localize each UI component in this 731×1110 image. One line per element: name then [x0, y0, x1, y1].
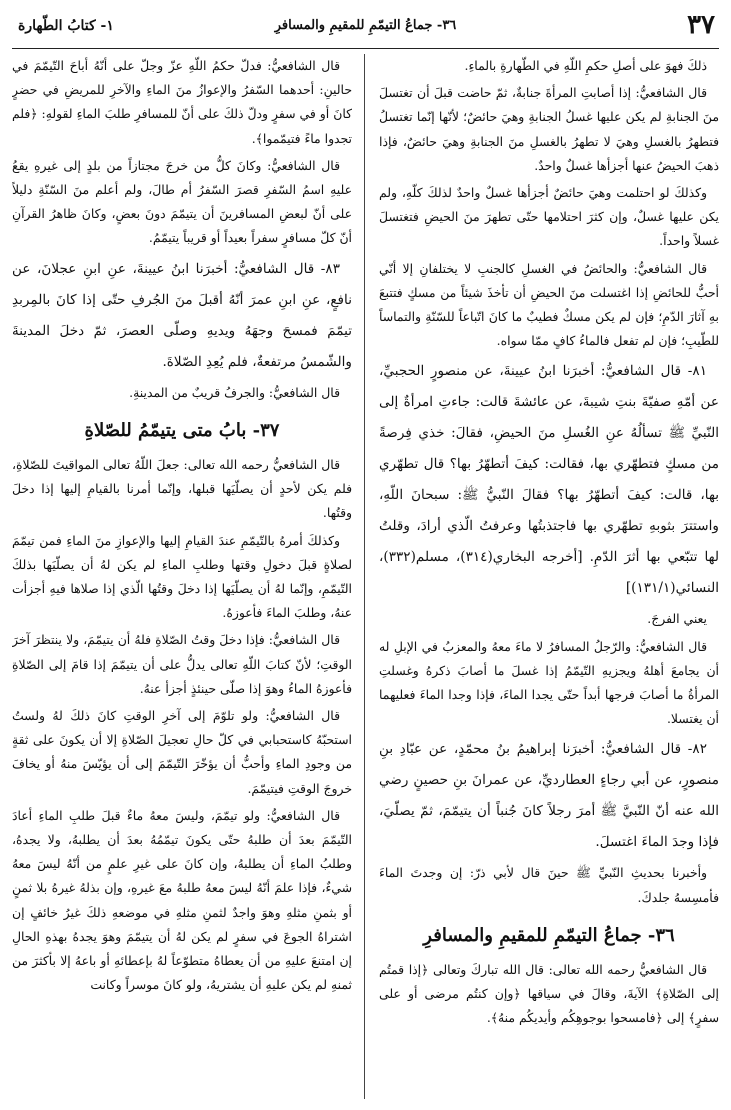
- paragraph: قال الشافعيُّ: فدلّ حكمُ اللّهِ عزّ وجلّ على أنّهُ أباحَ التّيمّمَ في حالينِ: أحدهما السّفرُ والإعوازُ منَ الماءِ والآخرِ للمريضِ في حضرٍ كانَ أو في سفرٍ ودلّ ذلكَ على أنّ للمسافرِ طلبَ الماءِ لقولهِ: ﴿فلم تجدوا ماءً فتيمّموا﴾.: [12, 58, 352, 146]
- paragraph: وكذلكَ لو احتلمت وهيَ حائضٌ أجزأها غسلٌ واحدٌ لذلكَ كلّهِ، ولم يكن عليها غسلٌ، وإن كثرَ احتلامها حتّى تطهرَ منَ الحيضِ فتغتسلَ غسلاً واحداً.: [379, 185, 719, 249]
- page-header: [12, 8, 719, 49]
- running-book-title: ١- كتابُ الطّهارة: [18, 18, 114, 34]
- paragraph: قال الشافعيُّ: والحائضُ في الغسلِ كالجنبِ لا يختلفانِ إلا أنّي أحبُّ للحائضِ إذا اغتسلت منَ الحيضِ أن تأخذَ شيئاً من مسكٍ فتتبعَ بهِ آثارَ الدّمِ؛ فإن لم يكن مسكٌ فطيبٌ ما كانَ اتّباعاً للسّنّةِ والتماساً للطّيبِ؛ فإن لم تفعل فالماءُ كافٍ ممّا سواه.: [379, 260, 719, 349]
- paragraph: قال الشافعيُّ: وكانَ كلُّ من خرجَ مجتازاً من بلدٍ إلى غيرهِ يقعُ عليهِ اسمُ السّفرِ قصرَ السّفرُ أم طالَ، ولم أعلم منَ السّنّةِ دليلاً على أنّ لبعضِ المسافرينَ أن يتيمّمَ دونَ بعضٍ، وكانَ ظاهرُ القرآنِ أنّ كلّ مسافرٍ سفراً بعيداً أو قريباً يتيمّمُ.: [12, 157, 352, 246]
- paragraph: قال الشافعيُّ رحمه الله تعالى: قال الله تباركَ وتعالى ﴿إذا قمتُم إلى الصّلاةِ﴾ الآيةَ، وقالَ في سياقها ﴿وإن كنتُم مرضى أو على سفرٍ﴾ إلى ﴿فامسحوا بوجوهِكُم وأيديكُم منهُ﴾.: [379, 962, 719, 1026]
- text-columns: [12, 54, 719, 1102]
- paragraph: ذلكَ فهوَ على أصلِ حكمِ اللّهِ في الطّهارةِ بالماءِ.: [464, 58, 707, 73]
- chapter-heading-37: ٣٧- بابُ متى يتيمّمُ للصّلاةِ: [84, 419, 280, 441]
- hadith-81: ٨١- قال الشافعيُّ: أخبرَنا ابنُ عيينةَ، عن منصورٍ الحجبيِّ، عن أمّهِ صفيّةَ بنتِ شيبةَ، عن عائشةَ قالت: جاءتِ امرأةٌ إلى النّبيِّ ﷺ تسألُهُ عنِ الغُسلِ منَ الحيضِ، فقالَ: خذي فِرصةً من مسكٍ فتطهّري بها، فقالت: كيفَ أتطهّرُ بها؟ قال تطهّري بها، قالت: كيفَ أتطهّرُ بها؟ فقالَ النّبيُّ ﷺ: سبحانَ اللّهِ، واستترَ بثوبهِ تطهّري بها فاجتذبتُها وعرفتُ الّذي أرادَ، وقلتُ لها تتبّعي بها أثرَ الدّمِ. [أخرجه البخاري(٣١٤)، مسلم(٣٣٢)، النسائي(١٣١/١)]: [379, 363, 719, 597]
- paragraph: قال الشافعيُّ: والجرفُ قريبٌ من المدينةِ.: [129, 384, 340, 400]
- paragraph: قال الشافعيُّ: ولو تيمّمَ، وليسَ معهُ ماءٌ قبلَ طلبِ الماءِ أعادَ التّيمّمَ بعدَ أن طلبهُ حتّى يكونَ تيمّمُهُ بعدَ أن يطلبهُ، ولا يجدهُ، وطلبُ الماءِ أن يطلبهُ، وإن كانَ على غيرِ علمٍ من أنّهُ ليسَ معهُ شيءٌ، فإذا علمَ أنّهُ ليسَ معهُ طلبهُ معَ غيرهِ، وإن بذلهُ غيرهُ بلا ثمنٍ أو بثمنِ مثلهِ وهوَ واجدٌ لثمنِ مثلهِ في موضعهِ ذلكَ غيرُ خائفٍ إن اشتراهُ الجوعَ في سفرٍ لم يكن لهُ أن يتيمّمَ وهوَ يجدهُ بهذهِ الحالِ إن امتنعَ عليهِ من أن يعطاهُ متطوّعاً لهُ بإعطائهِ أو باعهُ إلا بأكثرَ من ثمنهِ لم يكن عليهِ أن يشتريهُ، ولو كانَ موسراً وكانت: [12, 807, 352, 993]
- paragraph: وكذلكَ أمرهُ بالتّيمّمِ عندَ القيامِ إليها والإعوازِ منَ الماءِ فمن تيمّمَ لصلاةٍ قبلَ دخولِ وقتها وطلبِ الماءِ لم يكن لهُ أن يصلّيَها بذلكَ التّيمّمِ، وإنّما لهُ أن يصلّيَها إذا دخلَ وقتُها الّذي إذا صلاها فيهِ أجزأت عنهُ، وطلبَ الماءَ فأعوزهُ.: [12, 532, 352, 621]
- hadith-83: ٨٣- قال الشافعيُّ: أخبرَنا ابنُ عيينةَ، عنِ ابنِ عجلانَ، عن نافعٍ، عنِ ابنِ عمرَ أنّهُ أقبلَ منَ الجُرفِ حتّى إذا كانَ بالمِربدِ تيمّمَ فمسحَ وجهَهُ ويديهِ وصلّى العصرَ، ثمّ دخلَ المدينةَ والشّمسُ مرتفعةٌ، فلم يُعِدِ الصّلاةَ.: [12, 260, 352, 370]
- chapter-heading-36: ٣٦- جماعُ التيمّمِ للمقيمِ والمسافرِ: [423, 924, 675, 946]
- page-number: ٣٧: [687, 10, 715, 40]
- right-column: [379, 54, 719, 1099]
- hadith-82: ٨٢- قال الشافعيُّ: أخبرَنا إبراهيمُ بنُ محمّدٍ، عن عبّادِ بنِ منصورٍ، عن أبي رجاءٍ العطارديِّ، عن عمرانَ بنِ حصينٍ رضي الله عنه أنّ النّبيَّ ﷺ أمرَ رجلاً كانَ جُنباً أن يتيمّمَ، ثمّ يصلّيَ، فإذا وجدَ الماءَ اغتسلَ.: [379, 741, 719, 851]
- paragraph: قال الشافعيُّ رحمه الله تعالى: جعلَ اللّهُ تعالى المواقيتَ للصّلاةِ، فلم يكن لأحدٍ أن يصلّيَها قبلها، وإنّما أمرنا بالقيامِ إليها إذا دخلَ وقتُها.: [12, 457, 352, 521]
- paragraph: قال الشافعيُّ: ولو تلوّمَ إلى آخرِ الوقتِ كانَ ذلكَ لهُ ولستُ استحبّهُ كاستحبابي في كلّ حالِ تعجيلَ الصّلاةِ إلا أن يكونَ على ثقةٍ من وجودِ الماءِ وأحبُّ أن يؤخّرَ التّيمّمَ إلى أن يؤيّسَ منهُ أو يخافَ خروجَ الوقتِ فيتيمّمَ.: [12, 708, 352, 796]
- running-chapter-title: ٣٦- جماعُ التيمّمِ للمقيمِ والمسافرِ: [274, 18, 457, 33]
- paragraph: قال الشافعيُّ: فإذا دخلَ وقتُ الصّلاةِ فلهُ أن يتيمّمَ، ولا ينتظرَ آخرَ الوقتِ؛ لأنّ كتابَ اللّهِ تعالى يدلُّ على أن يتيمّمَ إذا قامَ إلى الصّلاةِ فأعوزهُ الماءُ وهوَ إذا صلّى حينئذٍ أجزأ عنهُ.: [12, 632, 352, 696]
- left-column: [12, 54, 352, 1099]
- column-divider: [364, 54, 365, 1099]
- book-page: [12, 8, 719, 1102]
- paragraph: قال الشافعيُّ: إذا أصابتِ المرأةَ جنابةٌ، ثمّ حاضت قبلَ أن تغتسلَ منَ الجنابةِ لم يكن عليها غسلُ الجنابةِ وهيَ حائضٌ؛ لأنّها إنّما تغتسلُ فتطهرُ بالغسلِ وهيَ لا تطهرُ بالغسلِ منَ الجنابةِ وهيَ حائضٌ، فإذا ذهبَ الحيضُ عنها أجزأها غسلٌ واحدٌ.: [379, 85, 719, 173]
- paragraph: يعني الفرجَ.: [647, 611, 707, 627]
- paragraph: قال الشافعيُّ: والرّجلُ المسافرُ لا ماءَ معهُ والمعزبُ في الإبلِ له أن يجامعَ أهلهُ ويجزيهِ التّيمّمُ إذا غسلَ ما أصابَ ذكرهُ وغسلتِ المرأةُ ما أصابَ فرجها أبداً حتّى يجدا الماءَ، فإذا وجدا الماءَ فعليهما أن يغتسلا.: [379, 638, 719, 727]
- paragraph: وأخبرنا بحديثِ النّبيِّ ﷺ حينَ قال لأبي ذرّ: إن وجدتَ الماءَ فأمسِسهُ جلدكَ.: [379, 865, 719, 905]
